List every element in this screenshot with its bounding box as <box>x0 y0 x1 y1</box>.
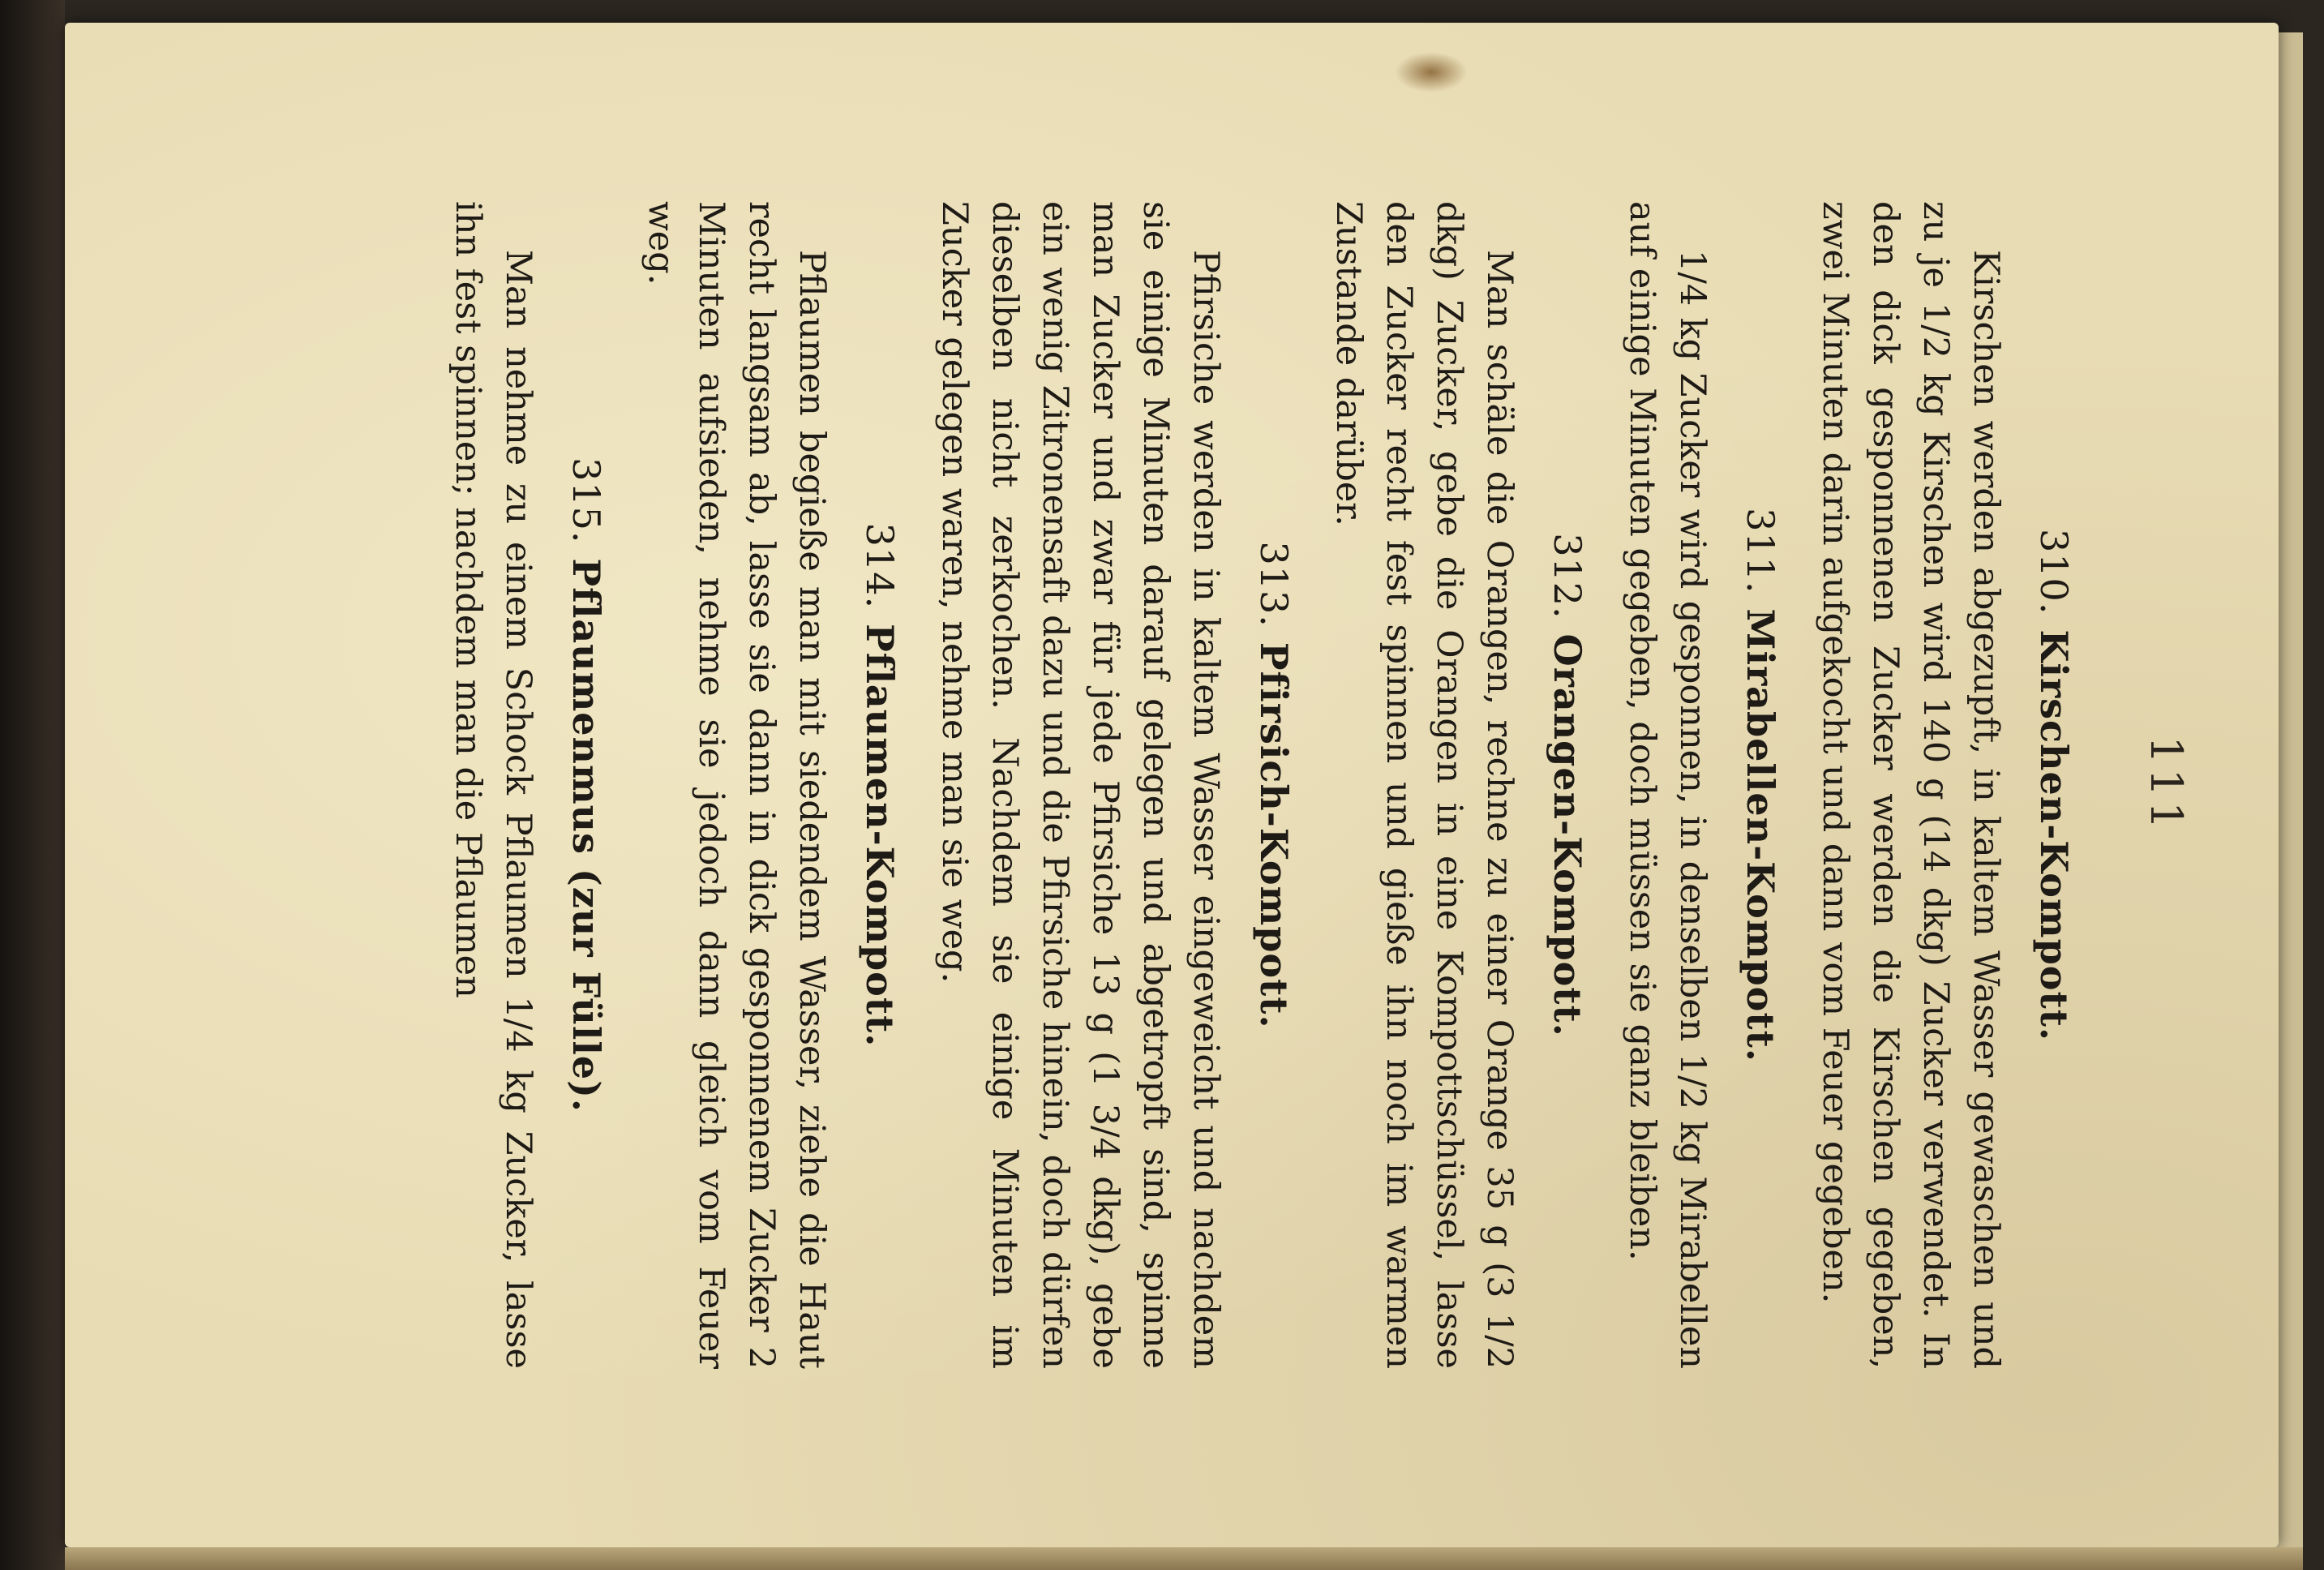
recipe-number: 315. <box>564 457 608 544</box>
recipe-text: Pfirsiche werden in kaltem Wasser eingeweicht und nachdem sie einige Minuten darauf gelegen und abgetropft sind, spinne man Zucker und zwar für jede Pfirsiche 13 g (1 3/4 dkg), gebe ein wenig Zitronensaft dazu und die Pfirsiche hinein, doch dürfen dieselben nicht zerkochen. Nachdem sie einige Minuten im Zucker gelegen waren, nehme man sie weg. <box>934 201 1226 1369</box>
recipe-number: 312. <box>1546 533 1589 620</box>
recipe-heading <box>1252 201 1296 1369</box>
recipe-title: Pflaumenmus (zur Fülle). <box>564 558 608 1113</box>
recipe-heading <box>1739 201 1782 1369</box>
page-number: 111 <box>2141 736 2192 834</box>
recipe-title: Kirschen-Kompott. <box>2032 629 2076 1041</box>
recipe-number: 310. <box>2032 529 2076 616</box>
recipe-text: Man nehme zu einem Schock Pflaumen 1/4 kg Zucker, lasse ihn fest spinnen; nachdem man die Pflaumen <box>448 201 538 1369</box>
recipe-number: 314. <box>858 522 902 610</box>
recipe-text: Pflaumen begieße man mit siedendem Wasser, ziehe die Haut recht langsam ab, lasse sie dann in dick gesponnenem Zucker 2 Minuten aufsieden, nehme sie jedoch dann gleich vom Feuer weg. <box>641 201 832 1369</box>
page-bottom-edge <box>65 1547 2303 1570</box>
recipe-311 <box>1617 201 1782 1369</box>
recipe-title: Orangen-Kompott. <box>1546 633 1589 1037</box>
paper-stain <box>1395 52 1468 92</box>
recipe-title: Pflaumen-Kompott. <box>858 624 902 1048</box>
rotated-text-block <box>100 104 2224 1466</box>
recipe-heading <box>1546 201 1589 1369</box>
recipe-number: 311. <box>1739 508 1782 594</box>
recipe-text: Man schäle die Orangen, rechne zu einer Orange 35 g (3 1/2 dkg) Zucker, gebe die Orangen in eine Kompottschüssel, lasse den Zucker recht fest spinnen und gieße ihn noch im warmen Zustande darüber. <box>1328 201 1520 1369</box>
recipe-312 <box>1323 201 1589 1369</box>
recipe-title: Pfirsich-Kompott. <box>1252 641 1296 1029</box>
recipe-number: 313. <box>1252 541 1296 628</box>
recipe-314 <box>636 201 902 1369</box>
recipe-heading <box>2032 201 2076 1369</box>
recipe-313 <box>929 201 1296 1369</box>
recipe-heading <box>858 201 902 1369</box>
recipe-315 <box>443 201 608 1369</box>
recipe-text: Kirschen werden abgezupft, in kaltem Wasser gewaschen und zu je 1/2 kg Kirschen wird 140 g (14 dkg) Zucker verwendet. In den dick gesponnenen Zucker werden die Kirschen gegeben, zwei Minuten darin aufgekocht und dann vom Feuer gegeben. <box>1815 201 2006 1369</box>
recipe-title: Mirabellen-Kompott. <box>1739 608 1782 1062</box>
recipe-heading <box>564 201 608 1369</box>
recipe-text: 1/4 kg Zucker wird gesponnen, in denselben 1/2 kg Mirabellen auf einige Minuten gegeben, doch müssen sie ganz bleiben. <box>1622 201 1713 1369</box>
recipe-310 <box>1810 201 2076 1369</box>
book-spine <box>0 0 65 1570</box>
